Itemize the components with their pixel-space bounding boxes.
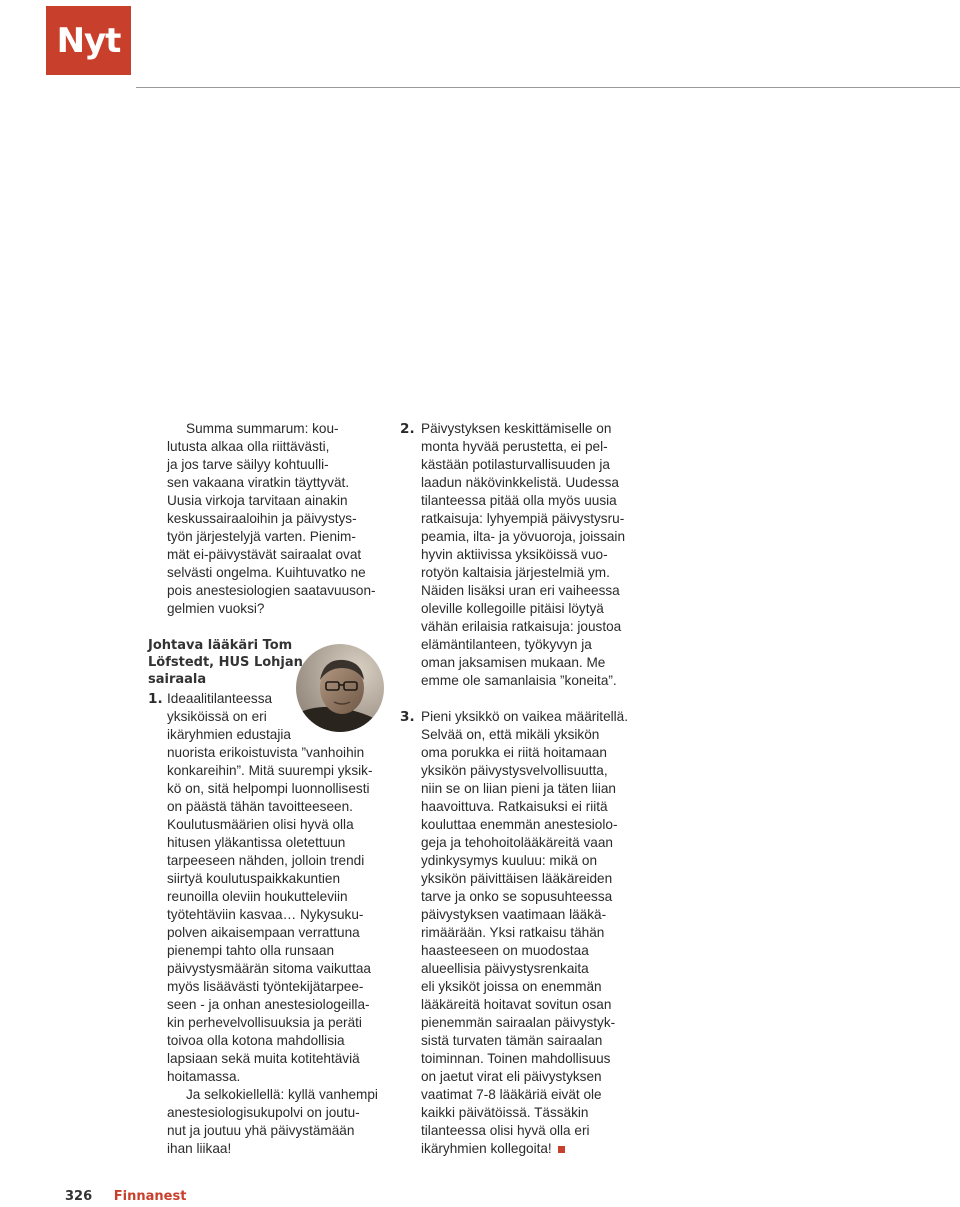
text-line: tilanteessa olisi hyvä olla eri	[421, 1123, 590, 1138]
right-column	[400, 420, 650, 690]
text-line: pienemmän sairaalan päivystyk-	[421, 1015, 616, 1030]
text-line: konkareihin”. Mitä suurempi yksik-	[167, 763, 373, 778]
text-line: työn järjestelyjä varten. Pienim-	[167, 529, 356, 544]
item-1	[148, 690, 397, 1158]
text-line: Pieni yksikkö on vaikea määritellä.	[421, 709, 629, 724]
text-line: tarpeeseen nähden, jolloin trendi	[167, 853, 365, 868]
text-line: hitusen yläkantissa oletettuun	[167, 835, 346, 850]
left-column	[167, 420, 397, 618]
text-line: peamia, ilta- ja yövuoroja, joissain	[421, 529, 626, 544]
text-line: monta hyvää perustetta, ei pel-	[421, 439, 608, 454]
closing-paragraph	[167, 1086, 397, 1158]
text-line: kouluttaa enemmän anestesiolo-	[421, 817, 618, 832]
text-line: laadun näkövinkkelistä. Uudessa	[421, 475, 619, 490]
text-line: ja jos tarve säilyy kohtuulli-	[167, 457, 329, 472]
text-line: hyvin aktiivissa yksiköissä vuo-	[421, 547, 608, 562]
text-line: ikäryhmien edustajia	[167, 727, 291, 742]
text-line: päivystyksen vaatimaan lääkä-	[421, 907, 607, 922]
text-line: oma porukka ei riitä hoitamaan	[421, 745, 607, 760]
text-line: anestesiologisukupolvi on joutu-	[167, 1105, 360, 1120]
text-line-last-text: ikäryhmien kollegoita!	[421, 1141, 552, 1156]
text-line: hoitamassa.	[167, 1069, 241, 1084]
text-line: alueellisia päivystysrenkaita	[421, 961, 589, 976]
text-line: sen vakaana viratkin täyttyvät.	[167, 475, 350, 490]
author-heading	[148, 637, 318, 688]
text-line: vaatimat 7-8 lääkäriä eivät ole	[421, 1087, 602, 1102]
text-line: mät ei-päivystävät sairaalat ovat	[167, 547, 362, 562]
text-line: oleville kollegoille pitäisi löytyä	[421, 601, 604, 616]
text-line: Uusia virkoja tarvitaan ainakin	[167, 493, 348, 508]
section-logo: Nyt	[46, 6, 131, 75]
author-heading-line: Johtava lääkäri Tom	[148, 638, 293, 653]
item-3	[400, 708, 650, 1158]
text-line: lapsiaan sekä muita kotitehtäviä	[167, 1051, 360, 1066]
text-line: Päivystyksen keskittämiselle on	[421, 421, 612, 436]
text-line-last	[421, 1140, 650, 1158]
text-line: pienempi tahto olla runsaan	[167, 943, 335, 958]
text-line: rimäärään. Yksi ratkaisu tähän	[421, 925, 605, 940]
text-line: nut ja joutuu yhä päivystämään	[167, 1123, 355, 1138]
magazine-name: Finnanest	[113, 1189, 187, 1204]
text-line: pois anestesiologien saatavuuson-	[167, 583, 376, 598]
text-line: toiminnan. Toinen mahdollisuus	[421, 1051, 611, 1066]
text-line: oman jaksamisen mukaan. Me	[421, 655, 606, 670]
item-2-paragraph	[400, 420, 650, 690]
text-line: yksikön päivystysvelvollisuutta,	[421, 763, 608, 778]
text-line: kö on, sitä helpompi luonnollisesti	[167, 781, 370, 796]
text-line: ratkaisuja: lyhyempiä päivystysru-	[421, 511, 625, 526]
item-number: 3.	[400, 709, 415, 725]
text-line: kaikki päivätöissä. Tässäkin	[421, 1105, 589, 1120]
text-line: toivoa olla kotona mahdollisia	[167, 1033, 345, 1048]
text-line: keskussairaaloihin ja päivystys-	[167, 511, 357, 526]
text-line: työtehtäviin kasvaa… Nykysuku-	[167, 907, 364, 922]
end-mark-icon	[558, 1146, 565, 1153]
text-line: rotyön kaltaisia järjestelmiä ym.	[421, 565, 610, 580]
text-line: siirtyä koulutuspaikkakuntien	[167, 871, 341, 886]
header-rule	[136, 87, 960, 88]
text-line: päivystysmäärän sitoma vaikuttaa	[167, 961, 371, 976]
item-3-paragraph	[400, 708, 650, 1158]
text-line: eli yksiköt joissa on enemmän	[421, 979, 602, 994]
text-line: haavoittuva. Ratkaisuksi ei riitä	[421, 799, 608, 814]
text-line: polven aikaisempaan verrattuna	[167, 925, 360, 940]
text-line: yksiköissä on eri	[167, 709, 267, 724]
item-number: 1.	[148, 691, 163, 707]
text-line: geja ja tehohoitolääkäreitä vaan	[421, 835, 613, 850]
text-line: ydinkysymys kuuluu: mikä on	[421, 853, 598, 868]
author-heading-line: Löfstedt, HUS Lohjan	[148, 655, 303, 670]
text-line: lutusta alkaa olla riittävästi,	[167, 439, 330, 454]
text-line: on jaetut virat eli päivystyksen	[421, 1069, 602, 1084]
text-line: seen - ja onhan anestesiologeilla-	[167, 997, 370, 1012]
text-line: emme ole samanlaisia ”koneita”.	[421, 673, 617, 688]
page-footer	[65, 1188, 186, 1204]
text-line: elämäntilanteen, työkyvyn ja	[421, 637, 592, 652]
text-line: reunoilla oleviin houkutteleviin	[167, 889, 348, 904]
text-line: on päästä tähän tavoitteeseen.	[167, 799, 353, 814]
text-line: ihan liikaa!	[167, 1141, 232, 1156]
text-line: selvästi ongelma. Kuihtuvatko ne	[167, 565, 366, 580]
text-line: Koulutusmäärien olisi hyvä olla	[167, 817, 354, 832]
item-number: 2.	[400, 421, 415, 437]
text-line: Näiden lisäksi uran eri vaiheessa	[421, 583, 620, 598]
text-line: Ja selkokiellellä: kyllä vanhempi	[186, 1087, 378, 1102]
text-line: myös lisäävästi työntekijätarpee-	[167, 979, 364, 994]
text-line: lääkäreitä hoitavat sovitun osan	[421, 997, 612, 1012]
text-line: kästään potilasturvallisuuden ja	[421, 457, 610, 472]
text-line: sistä turvaten tämän sairaalan	[421, 1033, 603, 1048]
intro-paragraph	[167, 420, 397, 618]
text-line: tilanteessa pitää olla myös uusia	[421, 493, 617, 508]
text-line: kin perhevelvollisuuksia ja peräti	[167, 1015, 362, 1030]
text-line: niin se on liian pieni ja täten liian	[421, 781, 616, 796]
item-1-paragraph	[148, 690, 397, 1086]
text-line: gelmien vuoksi?	[167, 601, 265, 616]
text-line: haasteeseen on muodostaa	[421, 943, 589, 958]
text-line: Summa summarum: kou-	[186, 421, 339, 436]
text-line: nuorista erikoistuvista ”vanhoihin	[167, 745, 365, 760]
page-number: 326	[65, 1189, 93, 1204]
text-line: vähän erilaisia ratkaisuja: joustoa	[421, 619, 622, 634]
text-line: yksikön päivittäisen lääkäreiden	[421, 871, 613, 886]
text-line: Ideaalitilanteessa	[167, 691, 273, 706]
text-line: Selvää on, että mikäli yksikön	[421, 727, 600, 742]
author-heading-line: sairaala	[148, 672, 207, 687]
text-line: tarve ja onko se sopusuhteessa	[421, 889, 613, 904]
